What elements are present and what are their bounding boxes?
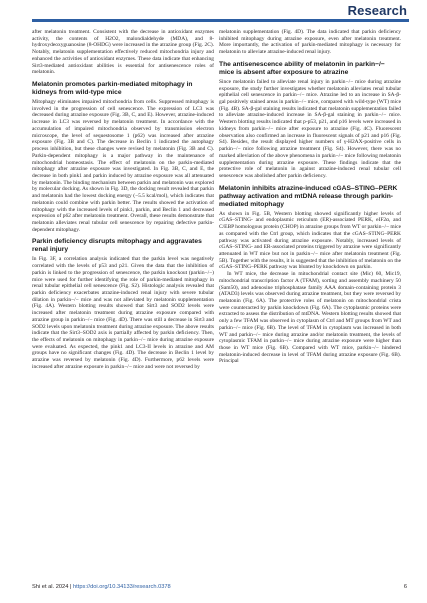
- paragraph: Mitophagy eliminates impaired mitochondria from cells. Suppressed mitophagy is involved in the progression of cell senescence. The expression of LC3 was decreased during atrazine exposure (Fig. 3B, C, and E). However, atrazine-induced increase in LC3 was reversed by melatonin treatment. In accordance with the accumulation of impaired mitochondria observed by transmission electron microscope, the level of sequestosome 1 (p62) was increased after atrazine exposure (Fig. 3B and C). The decrease in Beclin 1 indicated the autophagy process inhibition, but these changes were revised by melatonin (Fig. 3B and C). Parkin-dependent mitophagy is a major pathway in the maintenance of mitochondrial homeostasis. The effect of melatonin on the parkin-mediated mitophagy after atrazine exposure was investigated. In Fig. 3B, C, and E, the decrease in both pink1 and parkin induced by atrazine exposure was all attenuated by melatonin. The binding mechanism between parkin and melatonin was explored by molecular docking. As shown in Fig. 3D, the docking result revealed that parkin and melatonin had the lowest docking energy (−5.5 kcal/mol), which indicates that melatonin could combine with parkin better. The results showed the activation of mitophagy with the increased levels of pink1, parkin, and Beclin 1 and decreased expression of p62 after melatonin treatment. Overall, these results demonstrate that melatonin alleviates renal tubular cell senescence by repairing defective parkin-dependent mitophagy.: [32, 99, 214, 233]
- section-heading: Parkin deficiency disrupts mitophagy and aggravates renal injury: [32, 238, 202, 254]
- right-column: [219, 29, 401, 365]
- footer-citation: Shi et al. 2024 |: [32, 584, 74, 590]
- paragraph: As shown in Fig. 5B, Western blotting showed significantly higher levels of cGAS–STING- and endoplasmic reticulum (ER)-associated PERK, eIF2α, and C/EBP homologous protein (CHOP) in atrazine groups from WT or parkin−/− mice as compared with the Ctrl group, which indicates that the cGAS–STING–PERK pathway was activated during atrazine exposure. Notably, increased levels of cGAS–STING- and ER-associated proteins triggered by atrazine were significantly attenuated in WT mice but not in parkin−/− mice after melatonin treatment (Fig. 5B). Together with the results, it is suggested that the inhibition of melatonin on the cGAS–STING–PERK pathway was blunted by knockdown on parkin.: [219, 210, 401, 271]
- section-heading: Melatonin promotes parkin-mediated mitophagy in kidneys from wild-type mice: [32, 81, 193, 97]
- paragraph: In Fig. 3F, a correlation analysis indicated that the parkin level was negatively correlated with the levels of p53 and p21. Given the data that the inhibition of parkin is linked to the progression of senescence, the parkin knockout (parkin−/−) mice were used for further identifying the role of parkin-mediated mitophagy in renal tubular epithelial cell senescence (Fig. S2). Histologic analysis revealed that parkin deficiency exacerbates atrazine-induced renal injury with severe tubular dilation in parkin−/− mice and was not alleviated by melatonin supplementation (Fig. 4A). Western blotting results showed that Sirt3 and SOD2 levels were increased after melatonin treatment during atrazine exposure compared with atrazine group in parkin−/− mice (Fig. 4D). There was still a decrease in Sirt3 and SOD2 levels upon melatonin treatment during atrazine exposure. The above results indicate that the Sirt3–SOD2 axis is partially affected by parkin deficiency. Then, the effects of melatonin on mitophagy in parkin−/− mice during atrazine exposure were evaluated. As expected, the pink1 and LC3-II levels in atrazine and AM groups have no significant changes (Fig. 4D). The decrease in Beclin 1 level by atrazine was reversed by melatonin (Fig. 4D). Furthermore, p62 levels were increased after atrazine exposure in parkin−/− mice and were not reversed by: [32, 256, 214, 370]
- page-footer: [32, 584, 407, 590]
- journal-name: Research: [347, 3, 407, 18]
- section-heading: The antisenescence ability of melatonin in parkin−/− mice is absent after exposure to atrazine: [219, 60, 385, 76]
- paragraph: after melatonin treatment. Consistent with the decrease in antioxidant enzymes activity, the contents of H2O2, malondialdehyde (MDA), and 8-hydroxydeoxyguanosine (8-OHDG) were increased in the atrazine group (Fig. 2C). Notably, melatonin supplementation effectively reduced mitochondria injury and enhanced the activities of antioxidant enzymes. These data indicate that enhancing Sirt3-mediated antioxidant abilities is essential for antisenescence roles of melatonin.: [32, 29, 214, 76]
- paragraph: Since melatonin failed to alleviate renal injury in parkin−/− mice during atrazine exposure, the study further investigates whether melatonin alleviates renal tubular epithelial cell senescence in parkin−/− mice. Atrazine led to an increase in SA-β-gal positively stained areas in parkin−/− mice, compared with wild-type (WT) mice (Fig. 4B). SA-β-gal staining results indicated that melatonin supplementation failed to alleviate atrazine-induced increase in SA-β-gal staining in parkin−/− mice. Western blotting results indicated that p-p53, p21, and p16 levels were increased in kidneys from parkin−/− mice after exposure to atrazine (Fig. 4C). Fluorescent observation also confirmed an increase in fluorescent signals of p21 and p16 (Fig. S4). Besides, the result displayed higher numbers of γ-H2AX-positive cells in parkin−/− mice following atrazine treatment (Fig. S4). However, there was no marked alleviation of the above phenomena in parkin−/− mice following melatonin supplementation during atrazine exposure. These findings indicate that the protective role of melatonin in against atrazine-induced renal tubular cell senescence was abolished after parkin deficiency.: [219, 78, 401, 179]
- doi-link[interactable]: https://doi.org/10.34133/research.0378: [73, 584, 171, 590]
- page-number: 6: [403, 584, 407, 590]
- header-rule: [32, 19, 409, 22]
- section-heading: Melatonin inhibits atrazine-induced cGAS–STING–PERK pathway activation and mtDNA release through parkin-mediated mitophagy: [219, 184, 398, 208]
- paragraph: melatonin supplementation (Fig. 4D). The data indicated that parkin deficiency inhibited mitophagy during atrazine exposure, even after melatonin treatment. More importantly, the activation of parkin-mediated mitophagy is necessary for melatonin to alleviate atrazine-induced renal injury.: [219, 29, 401, 56]
- paragraph: In WT mice, the decrease in mitochondrial contact site (Mic) 60, Mic19, mitochondrial transcription factor A (TFAM), sorting and assembly machinery 50 (Sam50), and adenosine triphosphatase family AAA domain-containing protein 3 (ATAD3) levels was observed during atrazine treatment, but they were reversed by melatonin (Fig. 6A). The protective roles of melatonin on mitochondrial crista were counteracted by parkin knockdown (Fig. 6A). The cytoplasmic proteins were extracted to assess the distribution of mtDNA. Western blotting results showed that only a few TFAM was observed in cytoplasm of Ctrl and MT groups from WT and parkin−/− mice (Fig. 6B). The level of TFAM in cytoplasm was increased in both WT and parkin−/− mice during atrazine and/or melatonin treatment, the levels of cytoplasmic TFAM in parkin−/− mice during atrazine exposure were higher than those in WT mice (Fig. 6B). Compared with WT mice, parkin−/− hindered melatonin-induced decrease in level of TFAM during atrazine exposure (Fig. 6B). Principal: [219, 271, 401, 365]
- left-column: [32, 29, 214, 371]
